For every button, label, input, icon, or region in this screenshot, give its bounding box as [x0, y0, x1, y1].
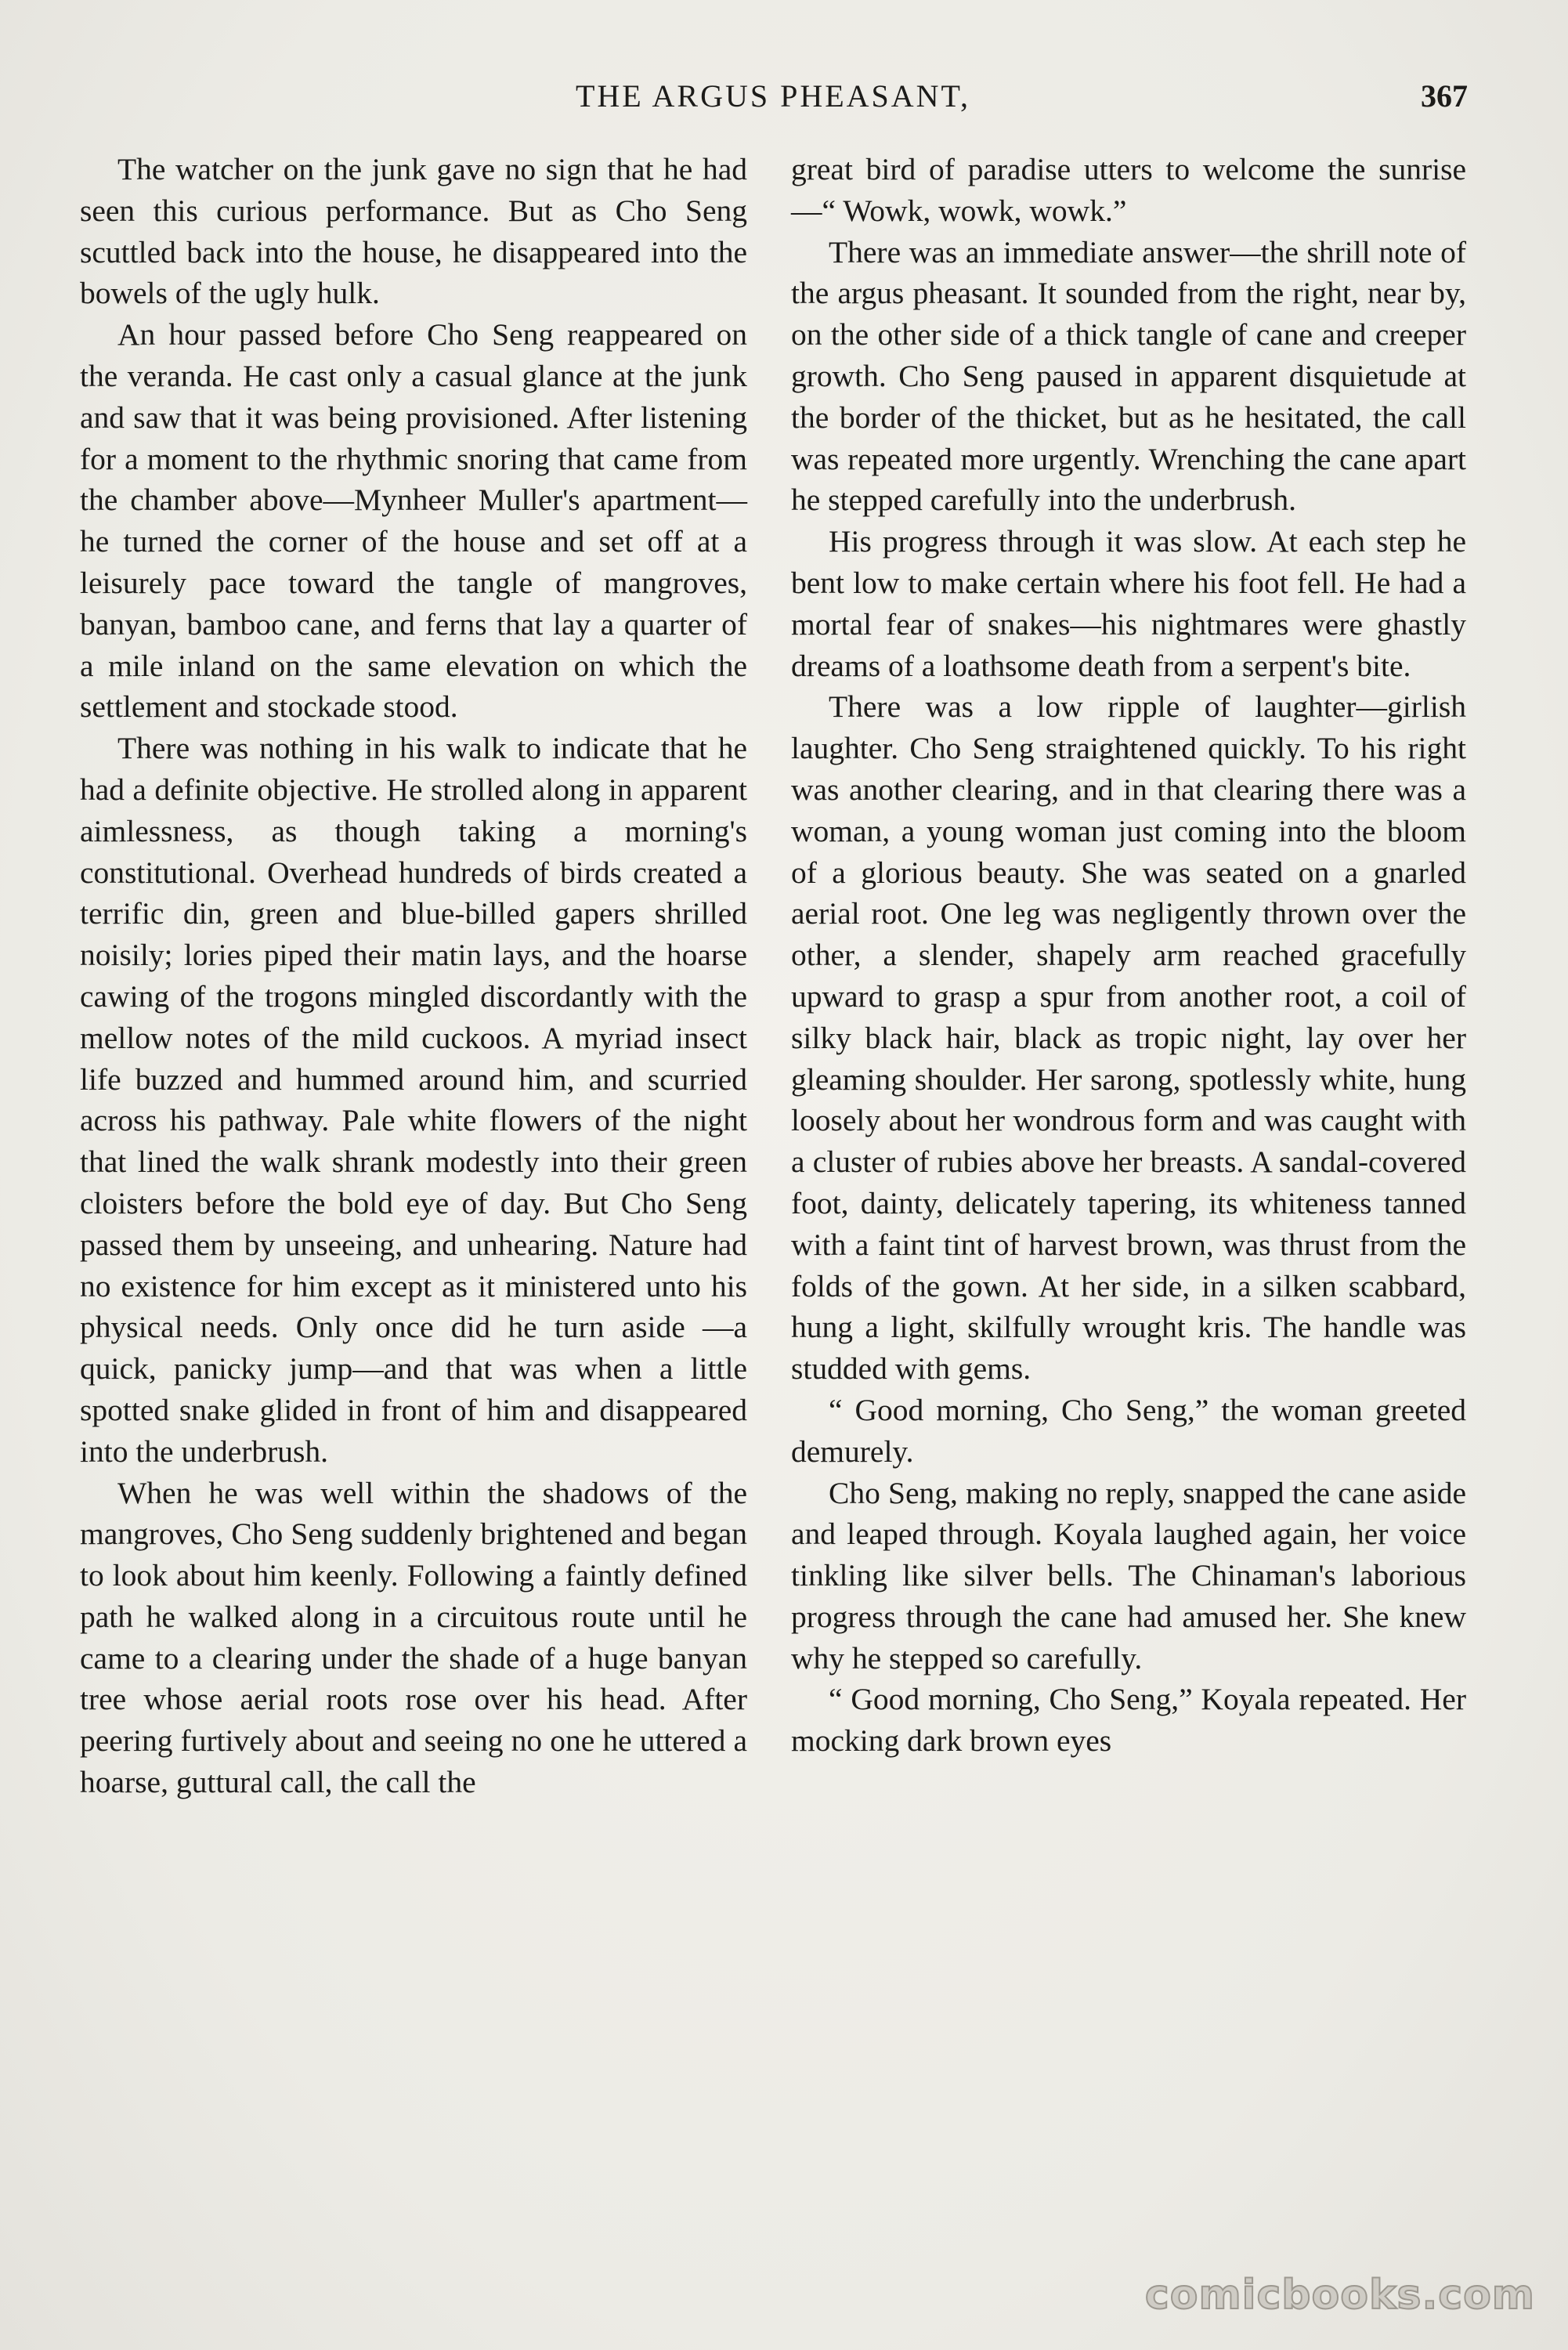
- right-column: [791, 149, 1466, 1762]
- paragraph: “ Good morning, Cho Seng,” Koyala repeated. Her mocking dark brown eyes: [791, 1682, 1466, 1759]
- paragraph: When he was well within the shadows of the mangroves, Cho Seng suddenly brightened and began to look about him keenly. Following a faintly defined path he walked along in a circuitous route until he came to a clearing under the shade of a huge banyan tree whose aerial roots rose over his head. After peering furtively about and seeing no one he uttered a hoarse, guttural call, the call the: [80, 1475, 747, 1800]
- paragraph: An hour passed before Cho Seng reappeared on the veranda. He cast only a casual glance at the junk and saw that it was being provisioned. After listening for a moment to the rhythmic snoring that came from the chamber above—Mynheer Muller's apartment—he turned the corner of the house and set off at a leisurely pace toward the tangle of mangroves, banyan, bamboo cane, and ferns that lay a quarter of a mile inland on the same elevation on which the settlement and stockade stood.: [80, 317, 747, 725]
- page-number: 367: [1421, 78, 1468, 114]
- paragraph: There was a low ripple of laughter—girlish laughter. Cho Seng straightened quickly. To his right was another clearing, and in that clearing there was a woman, a young woman just coming into the bloom of a glorious beauty. She was seated on a gnarled aerial root. One leg was negligently thrown over the other, a slender, shapely arm reached gracefully upward to grasp a spur from another root, a coil of silky black hair, black as tropic night, lay over her gleaming shoulder. Her sarong, spotlessly white, hung loosely about her wondrous form and was caught with a cluster of rubies above her breasts. A sandal-covered foot, dainty, delicately tapering, its whiteness tanned with a faint tint of harvest brown, was thrust from the folds of the gown. At her side, in a silken scabbard, hung a light, skilfully wrought kris. The handle was studded with gems.: [791, 689, 1466, 1386]
- paragraph: There was an immediate answer—the shrill note of the argus pheasant. It sounded from the right, near by, on the other side of a thick tangle of cane and creeper growth. Cho Seng paused in apparent disquietude at the border of the thicket, but as he hesitated, the call was repeated more urgently. Wrenching the cane apart he stepped carefully into the underbrush.: [791, 234, 1466, 518]
- left-column: [80, 149, 747, 1803]
- paragraph: His progress through it was slow. At each step he bent low to make certain where his foot fell. He had a mortal fear of snakes—his nightmares were ghastly dreams of a loathsome death from a serpent's bite.: [791, 524, 1466, 683]
- running-title: THE ARGUS PHEASANT,: [575, 78, 971, 114]
- paragraph: The watcher on the junk gave no sign that he had seen this curious performance. But as Cho Seng scuttled back into the house, he disappeared into the bowels of the ugly hulk.: [80, 152, 747, 311]
- watermark: comicbooks.com: [1144, 2272, 1535, 2319]
- paragraph: There was nothing in his walk to indicate that he had a definite objective. He strolled along in apparent aimlessness, as though taking a morning's constitutional. Overhead hundreds of birds created a terrific din, green and blue-billed gapers shrilled noisily; lories piped their matin lays, and the hoarse cawing of the trogons mingled discordantly with the mellow notes of the mild cuckoos. A myriad insect life buzzed and hummed around him, and scurried across his pathway. Pale white flowers of the night that lined the walk shrank modestly into their green cloisters before the bold eye of day. But Cho Seng passed them by unseeing, and unhearing. Nature had no existence for him except as it ministered unto his physical needs. Only once did he turn aside —a quick, panicky jump—and that was when a little spotted snake glided in front of him and disappeared into the underbrush.: [80, 731, 747, 1469]
- page-header: [78, 69, 1468, 124]
- paragraph: “ Good morning, Cho Seng,” the woman greeted demurely.: [791, 1392, 1466, 1469]
- paragraph-continued: great bird of paradise utters to welcome the sunrise—“ Wowk, wowk, wowk.”: [791, 152, 1466, 228]
- paragraph: Cho Seng, making no reply, snapped the cane aside and leaped through. Koyala laughed again, her voice tinkling like silver bells. The Chinaman's laborious progress through the cane had amused her. She knew why he stepped so carefully.: [791, 1475, 1466, 1676]
